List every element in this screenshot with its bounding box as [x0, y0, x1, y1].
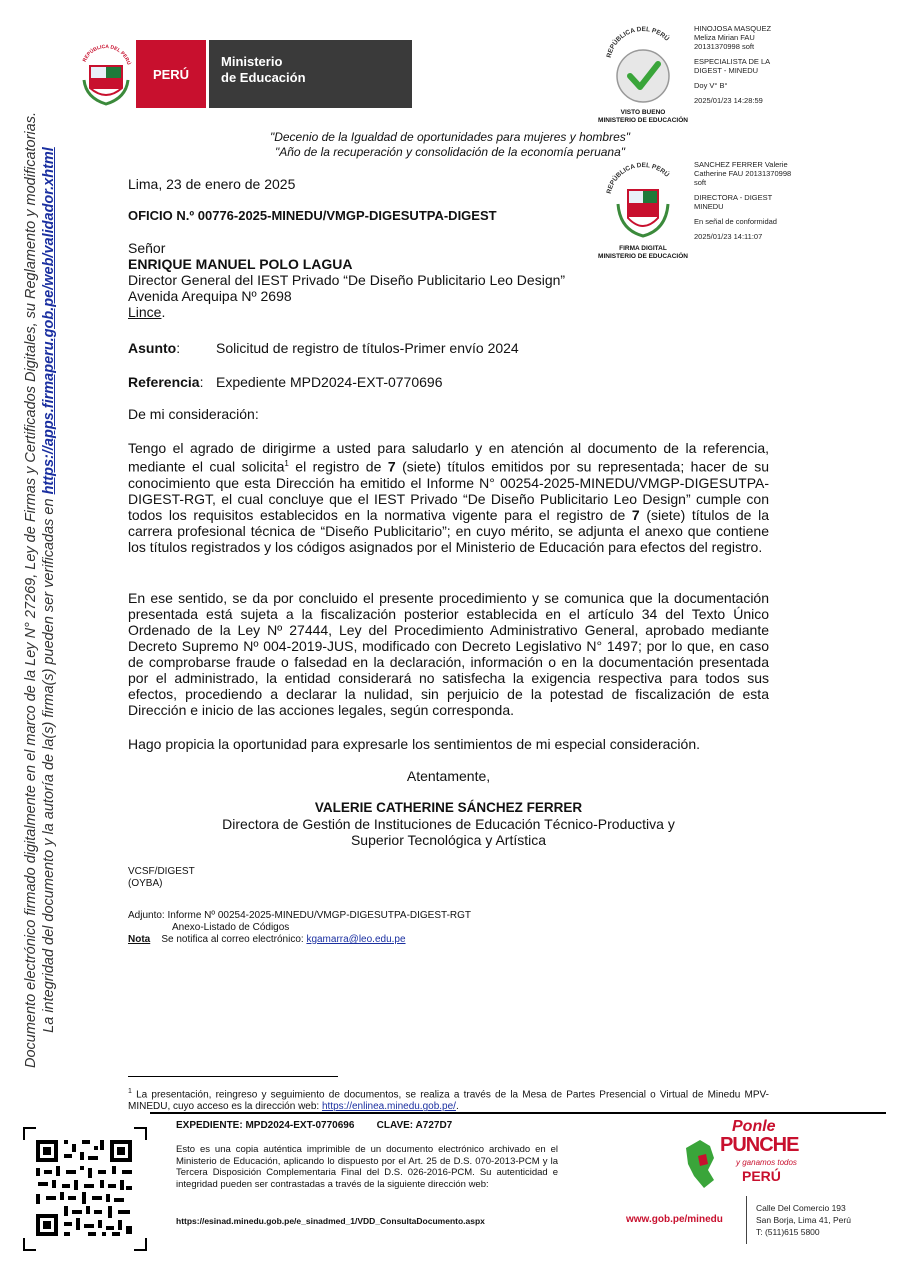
svg-text:REPÚBLICA DEL PERÚ: REPÚBLICA DEL PERÚ	[81, 43, 132, 66]
referencia-value: Expediente MPD2024-EXT-0770696	[216, 374, 443, 390]
footer-address: Calle Del Comercio 193 San Borja, Lima 41, Perú T: (511)615 5800	[756, 1203, 851, 1237]
footnote: $^1$ La presentación, reingreso y seguimiento de documentos, se realiza a través de la Mesa de Partes Presencial o Virtual de Minedu MPV-MINEDU, cuyo acceso es la dirección web: https://enlinea.minedu.gob.pe/.	[128, 1088, 769, 1113]
footer-divider	[746, 1196, 747, 1244]
check-seal-icon	[598, 24, 688, 104]
initials: VCSF/DIGEST (OYBA)	[128, 866, 195, 889]
nota-email-link[interactable]: kgamarra@leo.edu.pe	[306, 934, 406, 945]
paragraph-2: En ese sentido, se da por concluido el presente procedimiento y se comunica que la documentación presentada está sujeta a la fiscalización posterior establecida en el artículo 34 del Texto Único Ordenado de la Ley Nº 27444, Ley del Procedimiento Administrativo General, aprobado mediante Decreto Supremo Nº 004-2019-JUS, modificado con Decreto Legislativo N° 1497; por lo que, en caso de comprobarse fraude o falsedad en la declaración, información o en la documentación presentada por el administrado, la entidad considerará no satisfecha la exigencia respectiva para todos sus efectos, procediendo a declarar la nulidad, sin perjuicio de la potestad de fiscalización de esta Dirección e inicio de las acciones legales, según corresponda.	[128, 590, 769, 718]
recipient-block: Señor ENRIQUE MANUEL POLO LAGUA Director General del IEST Privado “De Diseño Publicitario Leo Design” Avenida Arequipa Nº 2698 Lince.	[128, 240, 566, 320]
side-validation-note	[0, 60, 80, 1120]
letter-date: Lima, 23 de enero de 2025	[128, 176, 296, 192]
footer-copy-text: Esto es una copia auténtica imprimible de un documento electrónico archivado en el Ministerio de Educación, aplicando lo dispuesto por el Art. 25 de D.S. 070-2013-PCM y la Tercera Disposición Complementaria Final del D.S. 026-2016-PCM. Su autenticidad e integridad pueden ser contrastadas a través de la siguiente dirección web:	[176, 1144, 558, 1190]
footer-expediente: EXPEDIENTE: MPD2024-EXT-0770696 CLAVE: A727D7	[176, 1120, 453, 1131]
footer-web[interactable]: www.gob.pe/minedu	[626, 1214, 723, 1225]
firma-digital-seal: REPÚBLICA DEL PERÚ FIRMA DIGITAL MINISTERIO DE EDUCACIÓN	[598, 161, 688, 260]
qr-code-block	[22, 1126, 148, 1252]
adjunto-block: Adjunto: Informe Nº 00254-2025-MINEDU/VMGP-DIGESUTPA-DIGEST-RGT Anexo-Listado de Códigos Nota Se notifica al correo electrónico: kgamarra@leo.edu.pe	[128, 910, 472, 945]
peru-coat-of-arms-icon	[76, 40, 136, 108]
recipient-address: Avenida Arequipa Nº 2698	[128, 288, 292, 304]
minedu-logo	[76, 40, 412, 108]
signatory-block: VALERIE CATHERINE SÁNCHEZ FERRER Directora de Gestión de Instituciones de Educación Técnico-Productiva y Superior Tecnológica y Artística	[128, 800, 769, 848]
signer1-block: HINOJOSA MASQUEZ Meliza Mirian FAU 20131370998 soft ESPECIALISTA DE LA DIGEST - MINEDU Doy V° B° 2025/01/23 14:28:59	[694, 24, 772, 105]
oficio-number: OFICIO N.º 00776-2025-MINEDU/VMGP-DIGESUTPA-DIGEST	[128, 208, 497, 223]
referencia-row: Referencia:	[128, 374, 204, 390]
footnote-rule	[128, 1076, 338, 1077]
visto-bueno-seal: REPÚBLICA DEL PERÚ VISTO BUENO MINISTERIO DE EDUCACIÓN	[598, 25, 688, 124]
asunto-row: Asunto:	[128, 340, 181, 356]
signer2-block: SANCHEZ FERRER Valerie Catherine FAU 20131370998 soft DIRECTORA - DIGEST MINEDU En señal de conformidad 2025/01/23 14:11:07	[694, 160, 792, 241]
closing: Atentamente,	[406, 768, 491, 784]
side-note-line2: La integridad del documento y la autoría de la(s) firma(s) pueden ser verificadas en https://apps.firmaperu.gob.pe/web/validador.xhtml	[41, 147, 57, 1033]
ponle-punche-logo: Ponle PUNCHE y ganamos todos PERÚ	[680, 1118, 810, 1198]
mesa-partes-link[interactable]: https://enlinea.minedu.gob.pe/	[321, 1101, 456, 1113]
svg-text:REPÚBLICA DEL PERÚ: REPÚBLICA DEL PERÚ	[605, 161, 671, 195]
svg-text:REPÚBLICA DEL PERÚ: REPÚBLICA DEL PERÚ	[605, 25, 671, 59]
recipient-title: Director General del IEST Privado “De Diseño Publicitario Leo Design”	[128, 272, 566, 288]
footer-rule	[150, 1112, 886, 1114]
paragraph-3: Hago propicia la oportunidad para expresarle los sentimientos de mi especial consideración.	[128, 736, 700, 752]
recipient-city: Lince.	[128, 304, 166, 320]
peru-label: PERÚ	[136, 40, 206, 108]
paragraph-1: Tengo el agrado de dirigirme a usted para saludarlo y en atención al documento de la referencia, mediante el cual solicita$^1$ el registro de 7 (siete) títulos emitidos por su representada; hacer de su conocimiento que esta Dirección ha emitido el Informe N° 00254-2025-MINEDU/VMGP-DIGESUTPA-DIGEST-RGT, el cual concluye que el IEST Privado “De Diseño Publicitario Leo Design” cumple con todos los requisitos establecidos en la normativa vigente para el registro de 7 (siete) títulos de la carrera profesional técnica de “Diseño Publicitario”; en cuyo mérito, se adjunta el anexo que contiene los títulos registrados y los códigos asignados por el Ministerio de Educación para efectos del registro.	[128, 440, 769, 555]
asunto-value: Solicitud de registro de títulos-Primer envío 2024	[216, 340, 519, 356]
greeting: De mi consideración:	[128, 406, 259, 422]
recipient-name: ENRIQUE MANUEL POLO LAGUA	[128, 256, 353, 272]
footer-consulta-url[interactable]: https://esinad.minedu.gob.pe/e_sinadmed_1/VDD_ConsultaDocumento.aspx	[176, 1216, 485, 1226]
ministry-label: Ministerio de Educación	[206, 40, 412, 108]
signatory-name: VALERIE CATHERINE SÁNCHEZ FERRER	[314, 800, 583, 815]
side-note-line1: Documento electrónico firmado digitalmente en el marco de la Ley N° 27269, Ley de Firmas y Certificados Digitales, su Reglamento y modificatorias.	[23, 112, 39, 1068]
decenio-header: "Decenio de la Igualdad de oportunidades para mujeres y hombres" "Año de la recuperación y consolidación de la economía peruana"	[269, 130, 631, 159]
validator-link[interactable]: https://apps.firmaperu.gob.pe/web/validador.xhtml	[41, 147, 57, 495]
qr-code-icon	[22, 1126, 148, 1252]
coat-of-arms-seal-icon	[598, 160, 688, 240]
